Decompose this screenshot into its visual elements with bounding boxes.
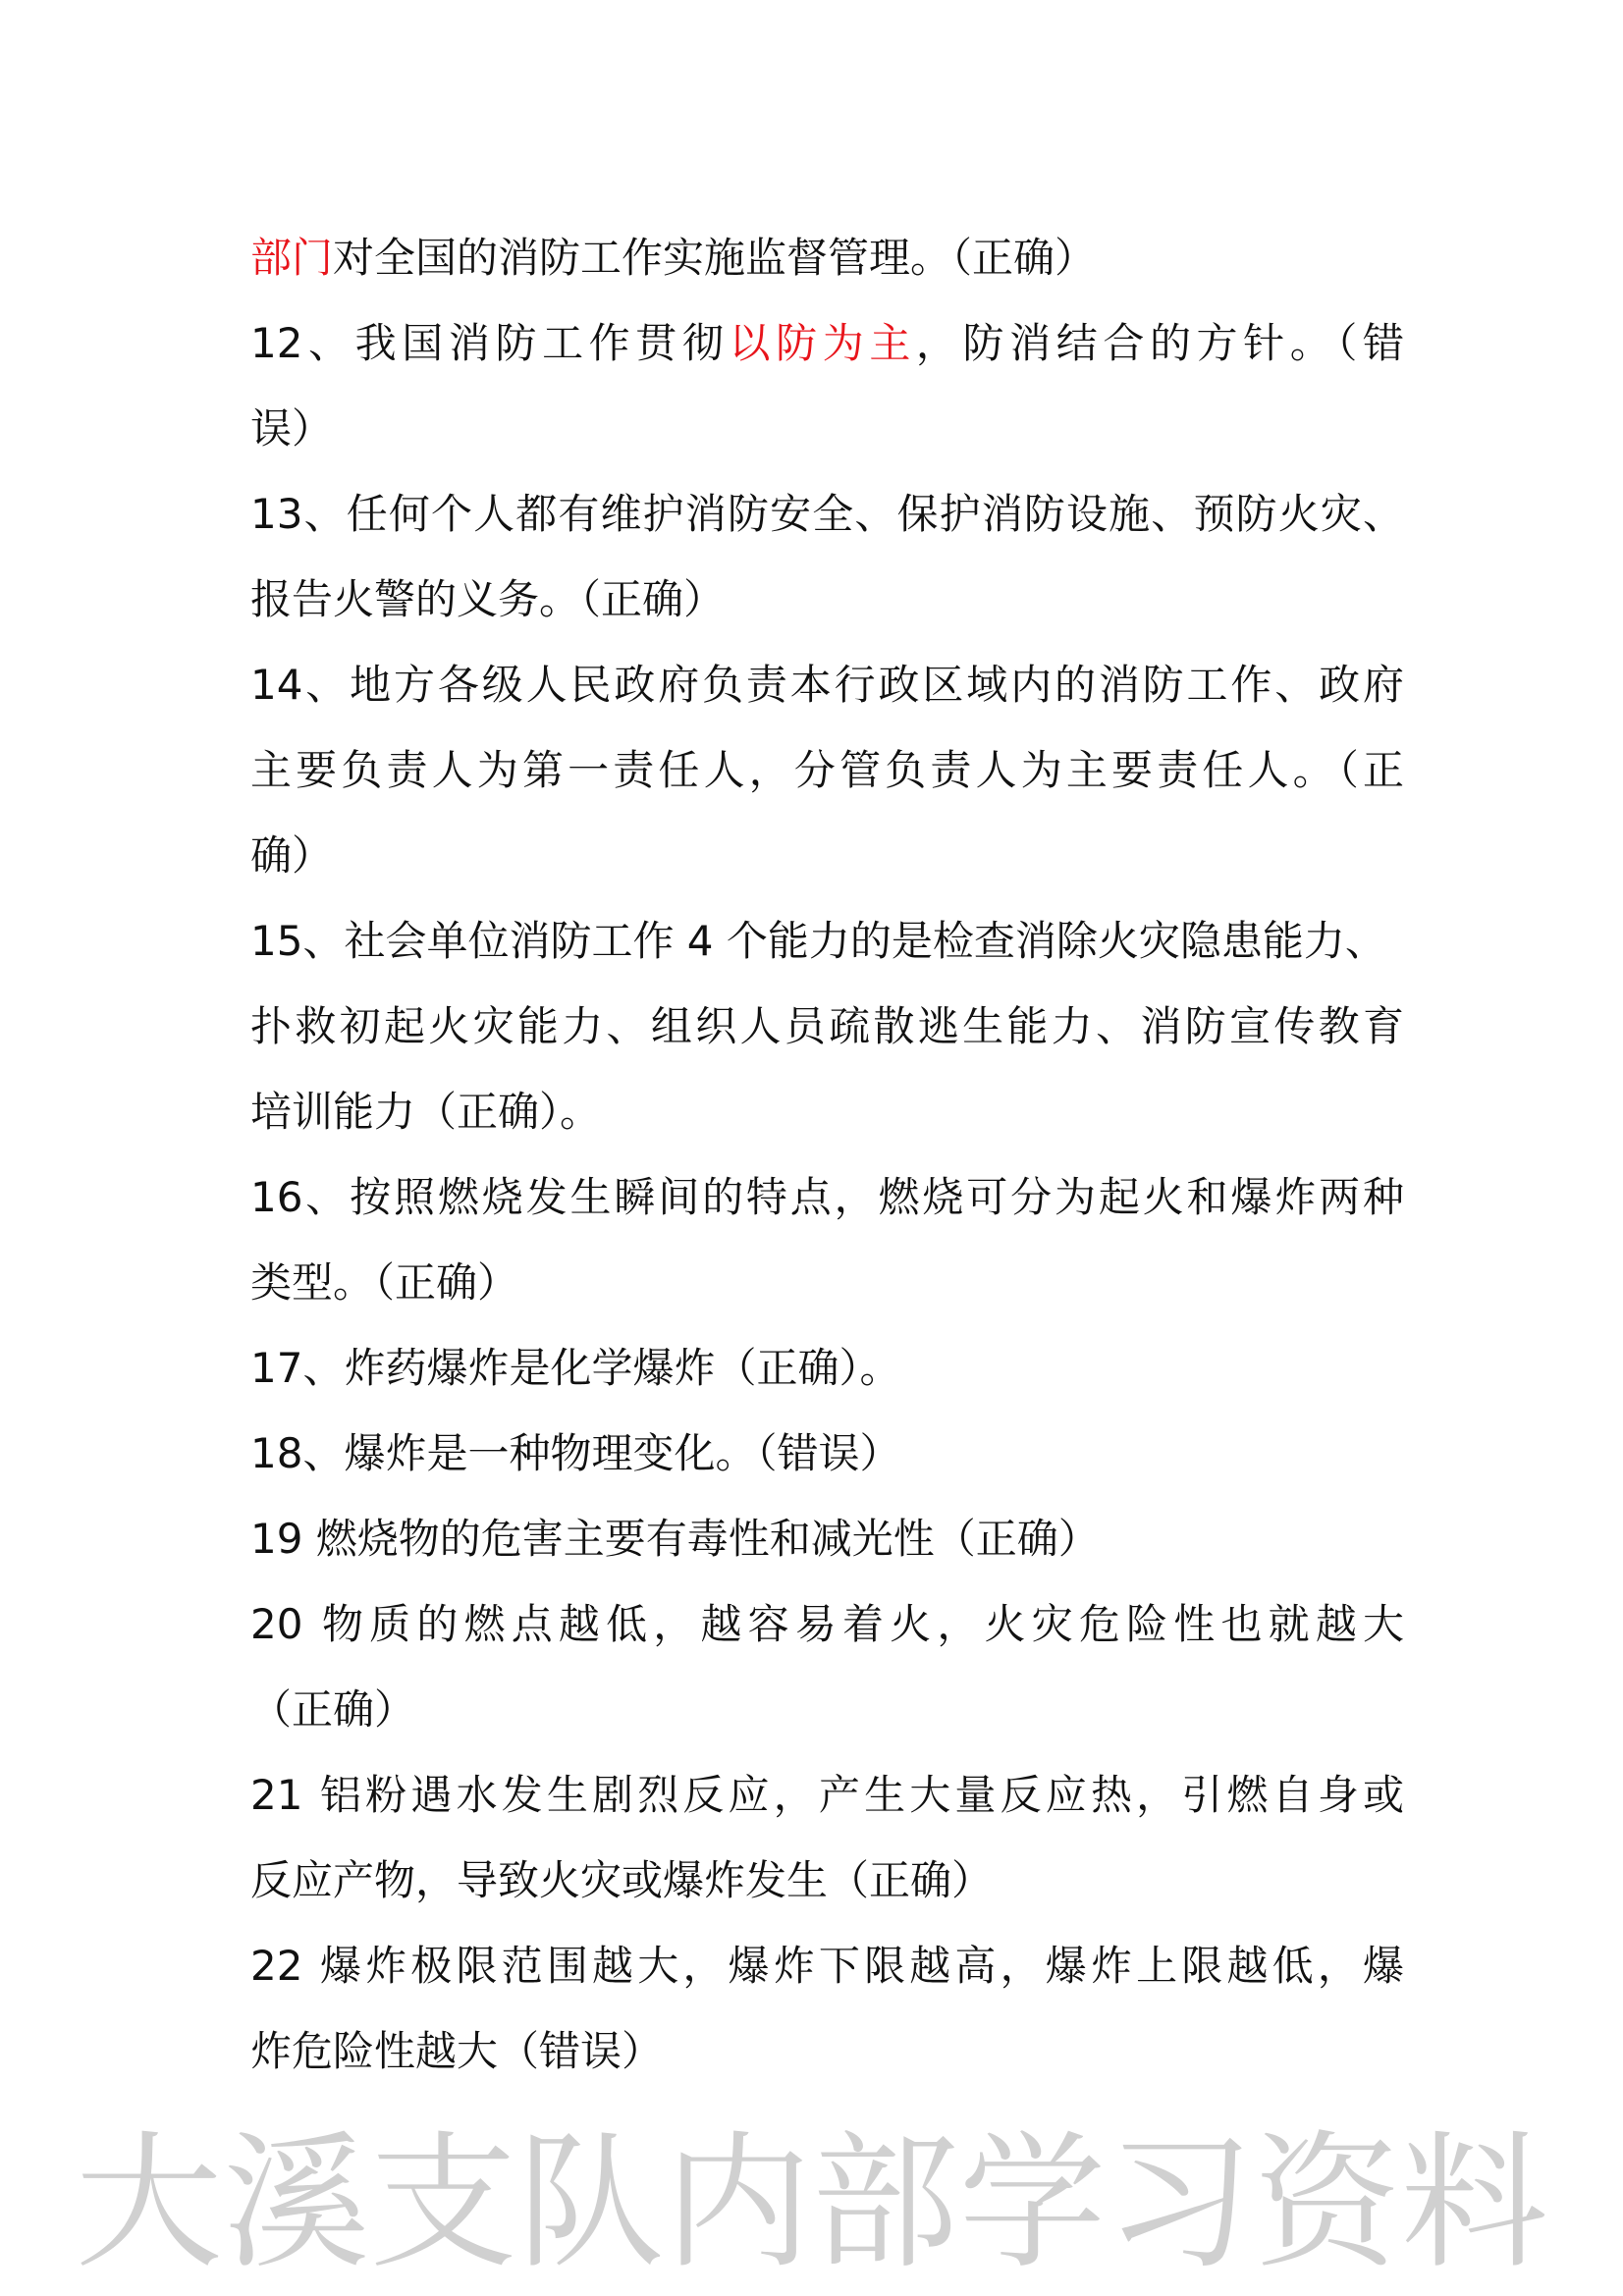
text-line bbox=[250, 826, 1404, 911]
line-text: （正确） bbox=[250, 1685, 416, 1734]
highlighted-text: 部门 bbox=[250, 234, 334, 282]
text-line bbox=[250, 228, 1404, 313]
line-text: 主要负责人为第一责任人，分管负责人为主要责任人。（正 bbox=[250, 746, 1404, 794]
text-line bbox=[250, 655, 1404, 740]
text-line bbox=[250, 996, 1404, 1082]
text-line bbox=[250, 1338, 1404, 1423]
text-line bbox=[250, 1850, 1404, 1936]
text-line bbox=[250, 484, 1404, 569]
line-text: 对全国的消防工作实施监督管理。（正确） bbox=[333, 234, 1097, 282]
line-text: 15、社会单位消防工作 4 个能力的是检查消除火灾隐患能力、 bbox=[250, 917, 1386, 965]
text-line bbox=[250, 399, 1404, 484]
text-line bbox=[250, 1423, 1404, 1509]
line-text: 21 铝粉遇水发生剧烈反应，产生大量反应热，引燃自身或 bbox=[250, 1771, 1404, 1819]
text-line bbox=[250, 1936, 1404, 2021]
watermark: 大溪支队内部学习资料 bbox=[75, 2118, 1548, 2289]
line-text: 类型。（正确） bbox=[250, 1258, 519, 1307]
line-text: 16、按照燃烧发生瞬间的特点，燃烧可分为起火和爆炸两种 bbox=[250, 1173, 1404, 1221]
text-line bbox=[250, 911, 1404, 996]
text-line bbox=[250, 2021, 1404, 2107]
line-text: 18、爆炸是一种物理变化。（错误） bbox=[250, 1429, 901, 1477]
line-text: 13、任何个人都有维护消防安全、保护消防设施、预防火灾、 bbox=[250, 490, 1404, 538]
line-text: 19 燃烧物的危害主要有毒性和减光性（正确） bbox=[250, 1515, 1100, 1563]
line-text: 20 物质的燃点越低，越容易着火，火灾危险性也就越大 bbox=[250, 1600, 1404, 1648]
text-line bbox=[250, 1765, 1404, 1850]
line-text: 报告火警的义务。（正确） bbox=[250, 575, 726, 623]
line-text: 17、炸药爆炸是化学爆炸（正确）。 bbox=[250, 1344, 901, 1392]
line-text: 12、我国消防工作贯彻 bbox=[250, 319, 730, 367]
text-line bbox=[250, 313, 1404, 399]
line-text: 误） bbox=[250, 404, 334, 453]
highlighted-text: 以防为主 bbox=[729, 319, 916, 367]
line-text: 培训能力（正确）。 bbox=[250, 1088, 602, 1136]
text-line bbox=[250, 569, 1404, 655]
document-body bbox=[250, 228, 1404, 2107]
text-line bbox=[250, 1082, 1404, 1167]
line-text: 炸危险性越大（错误） bbox=[250, 2027, 664, 2075]
line-text: 14、地方各级人民政府负责本行政区域内的消防工作、政府 bbox=[250, 661, 1404, 709]
text-line bbox=[250, 1680, 1404, 1765]
text-line bbox=[250, 1253, 1404, 1338]
line-text: ，防消结合的方针。（错 bbox=[915, 319, 1404, 367]
line-text: 反应产物，导致火灾或爆炸发生（正确） bbox=[250, 1856, 994, 1904]
text-line bbox=[250, 740, 1404, 826]
text-line bbox=[250, 1594, 1404, 1680]
text-line bbox=[250, 1509, 1404, 1594]
text-line bbox=[250, 1167, 1404, 1253]
line-text: 22 爆炸极限范围越大，爆炸下限越高，爆炸上限越低，爆 bbox=[250, 1942, 1404, 1990]
line-text: 确） bbox=[250, 831, 334, 880]
line-text: 扑救初起火灾能力、组织人员疏散逃生能力、消防宣传教育 bbox=[250, 1002, 1404, 1050]
